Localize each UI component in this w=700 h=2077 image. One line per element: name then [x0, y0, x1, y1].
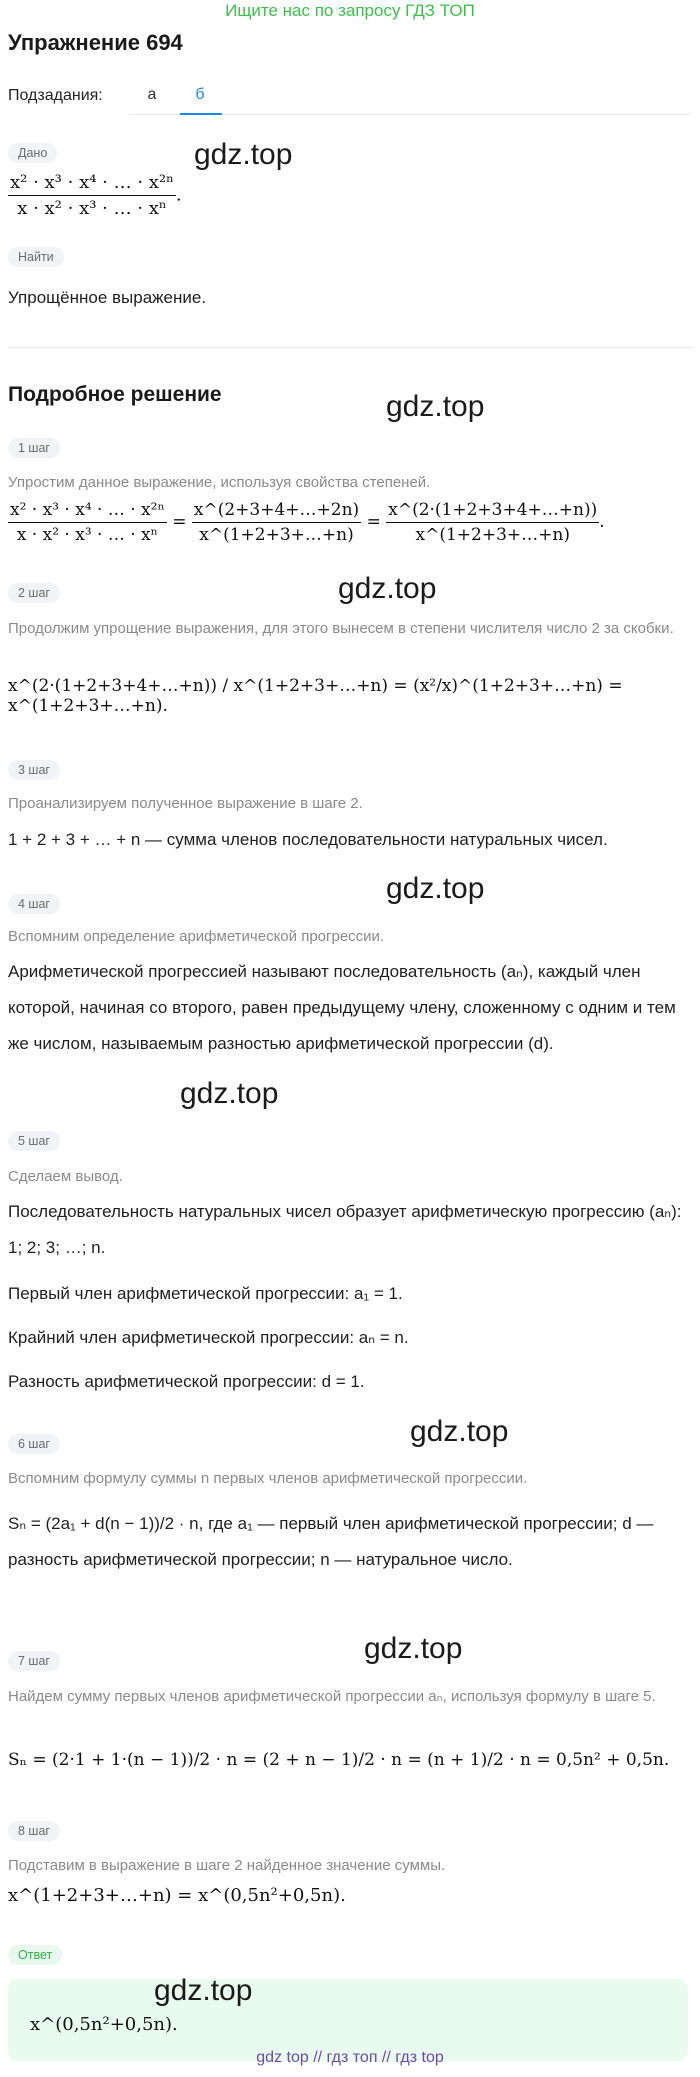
promo-banner[interactable]: Ищите нас по запросу ГДЗ ТОП: [225, 1, 475, 20]
step-4-text: Арифметической прогрессией называют последовательность (aₙ), каждый член которой, начиная со второго, равен предыдущему члену, сложенному с одним и тем же числом, называемым разностью арифметической прогрессии (d).: [8, 962, 676, 1053]
tab-subtask-a[interactable]: а: [147, 86, 157, 103]
watermark: gdz.top: [386, 872, 485, 905]
given-badge: Дано: [8, 143, 57, 163]
watermark: gdz.top: [364, 1632, 463, 1665]
find-badge: Найти: [8, 247, 64, 267]
step-8-formula: x^(1+2+3+…+n) = x^(0,5n²+0,5n).: [8, 1885, 346, 1906]
formula-numerator: x² · x³ · x⁴ · … · x²ⁿ: [8, 500, 167, 523]
formula-denominator: x · x² · x³ · … · xⁿ: [16, 525, 158, 545]
subtasks-label: Подзадания:: [8, 87, 103, 104]
watermark: gdz.top: [180, 1077, 279, 1110]
watermark: gdz.top: [154, 1974, 253, 2007]
step-7-hint: Найдем сумму первых членов арифметической прогрессии aₙ, используя формулу в шаге 5.: [8, 1688, 656, 1705]
step-5-line-1: Последовательность натуральных чисел образует арифметическую прогрессию (aₙ): 1; 2; 3; …; n.: [8, 1202, 682, 1257]
formula-denominator: x^(1+2+3+…+n): [199, 525, 354, 545]
page-title: Упражнение 694: [8, 30, 183, 55]
solution-title: Подробное решение: [8, 383, 222, 406]
step-2-hint: Продолжим упрощение выражения, для этого вынесем в степени числителя число 2 за скобки.: [8, 620, 674, 637]
step-3-text: 1 + 2 + 3 + … + n — сумма членов последовательности натуральных чисел.: [8, 830, 608, 849]
formula-denominator: x^(1+2+3+…+n): [415, 525, 570, 545]
watermark: gdz.top: [410, 1415, 509, 1448]
step-3-hint: Проанализируем полученное выражение в шаге 2.: [8, 795, 363, 812]
active-tab-indicator: [180, 113, 222, 115]
step-5-hint: Сделаем вывод.: [8, 1168, 123, 1185]
step-6-badge: 6 шаг: [8, 1434, 60, 1454]
step-8-hint: Подставим в выражение в шаге 2 найденное значение суммы.: [8, 1857, 446, 1874]
step-4-badge: 4 шаг: [8, 894, 60, 914]
answer-badge: Ответ: [8, 1945, 62, 1965]
given-numerator: x² · x³ · x⁴ · … · x²ⁿ: [8, 172, 176, 196]
answer-formula: x^(0,5n²+0,5n).: [30, 2014, 178, 2035]
step-5-badge: 5 шаг: [8, 1131, 60, 1151]
step-4-hint: Вспомним определение арифметической прогрессии.: [8, 928, 385, 945]
tab-subtask-b[interactable]: б: [195, 86, 205, 103]
step-2-badge: 2 шаг: [8, 583, 60, 603]
step-2-formula: x^(2·(1+2+3+4+…+n)) / x^(1+2+3+…+n) = (x²/x)^(1+2+3+…+n) = x^(1+2+3+…+n).: [8, 676, 623, 716]
section-divider: [8, 347, 692, 348]
given-expression: $\frac{\text{x² · x³ · x⁴ · … · x²ⁿ}}{\text{x · x² · x³ · … · xⁿ}}$ .: [10, 172, 182, 219]
step-7-badge: 7 шаг: [8, 1651, 60, 1671]
watermark: gdz.top: [338, 572, 437, 605]
step-5-line-3: Крайний член арифметической прогрессии: aₙ = n.: [8, 1328, 409, 1347]
step-1-badge: 1 шаг: [8, 438, 60, 458]
step-6-text: Sₙ = (2a₁ + d(n − 1))/2 · n, где a₁ — первый член арифметической прогрессии; d — разность арифметической прогрессии; n — натуральное число.: [8, 1514, 654, 1569]
given-denominator: x · x² · x³ · … · xⁿ: [17, 198, 167, 219]
step-8-badge: 8 шаг: [8, 1821, 60, 1841]
find-text: Упрощённое выражение.: [8, 288, 207, 307]
step-6-hint: Вспомним формулу суммы n первых членов арифметической прогрессии.: [8, 1470, 528, 1487]
step-1-formula: $\frac{\text{x² · x³ · x⁴ · … · x²ⁿ}}{\text{x · x² · x³ · … · xⁿ}}$ = $\frac{x\^{}(2+3+4+\dots+2n)}{x\^{}(1+2+3+\dots+n)}$ = $\frac{x\^{}(2\cdot(1+2+3+4+\dots+n))}{x\^{}(1+2+3+\dots+n)}$ .: [10, 500, 605, 545]
step-7-formula: Sₙ = (2·1 + 1·(n − 1))/2 · n = (2 + n − 1)/2 · n = (n + 1)/2 · n = 0,5n² + 0,5n.: [8, 1750, 670, 1770]
step-5-line-2: Первый член арифметической прогрессии: a₁ = 1.: [8, 1284, 403, 1303]
footer-links[interactable]: gdz top // гдз топ // гдз top: [256, 2049, 444, 2066]
watermark: gdz.top: [194, 138, 293, 171]
step-1-hint: Упростим данное выражение, используя свойства степеней.: [8, 474, 431, 491]
step-3-badge: 3 шаг: [8, 760, 60, 780]
step-5-line-4: Разность арифметической прогрессии: d = 1.: [8, 1372, 365, 1391]
watermark: gdz.top: [386, 390, 485, 423]
formula-numerator: x^(2+3+4+…+2n): [192, 500, 361, 523]
formula-numerator: x^(2·(1+2+3+4+…+n)): [386, 500, 599, 523]
